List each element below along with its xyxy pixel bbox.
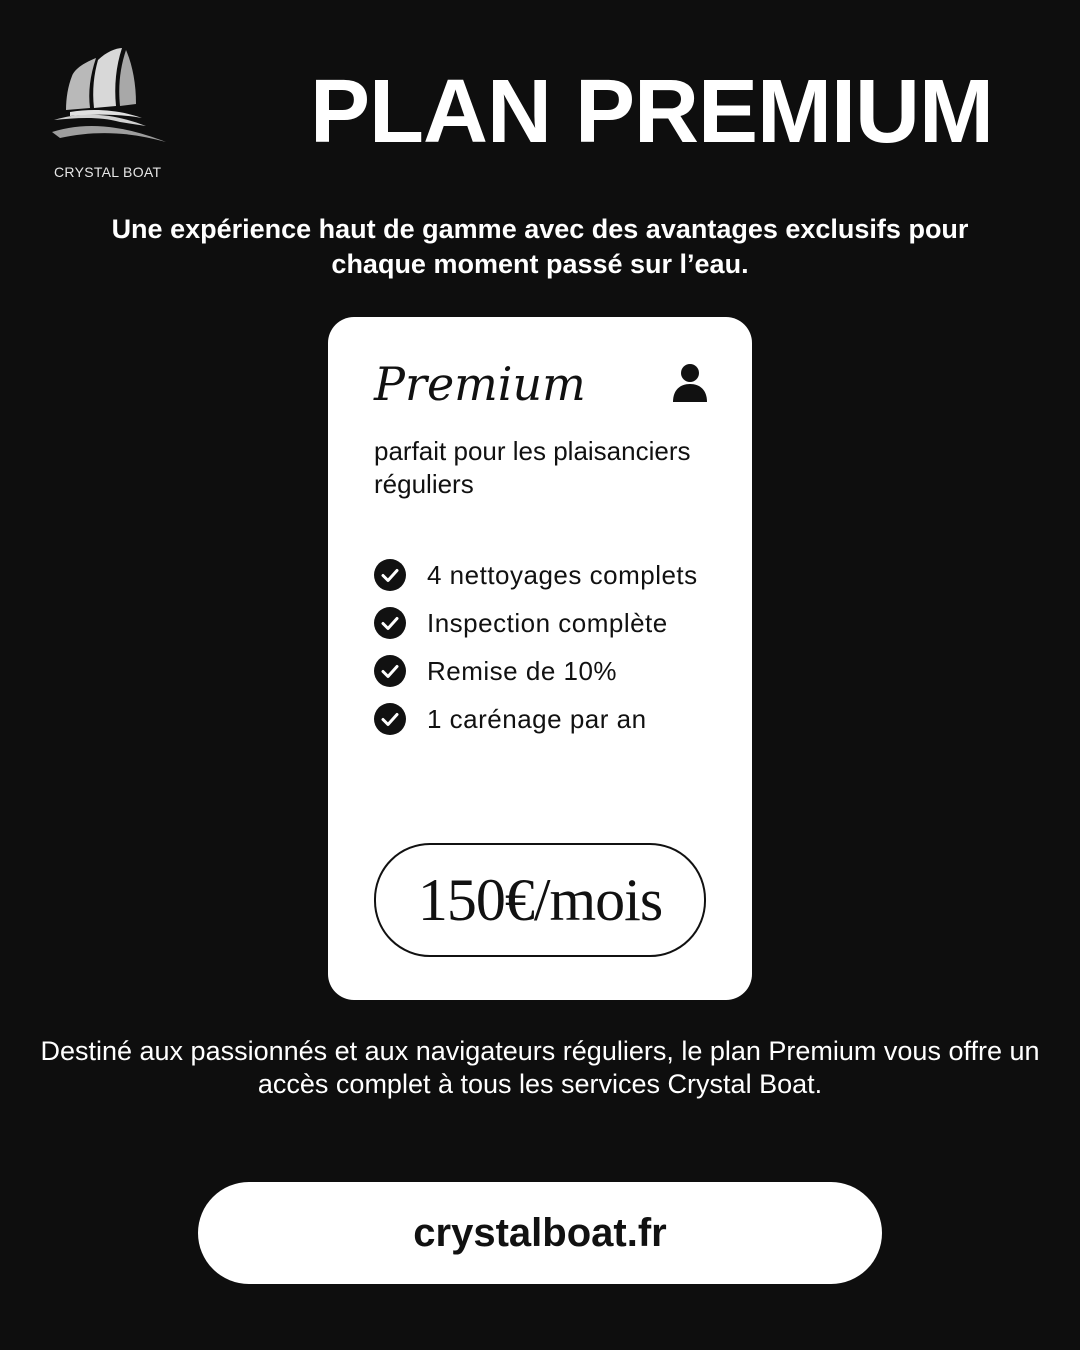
pricing-card [328,317,752,1000]
brand-logo [48,46,170,186]
plan-name: Premium [374,357,586,411]
price-badge: 150€/mois [374,843,706,957]
page-title: PLAN PREMIUM [310,62,993,162]
page-subtitle: Une expérience haut de gamme avec des avantages exclusifs pour chaque moment passé sur l’eau. [111,214,969,279]
feature-label: Remise de 10% [427,655,618,686]
feature-label: 1 carénage par an [427,703,647,734]
feature-item [374,647,698,695]
user-icon [672,363,708,403]
feature-label: 4 nettoyages complets [427,559,698,590]
feature-item [374,599,698,647]
feature-item [374,551,698,599]
feature-label: Inspection complète [427,607,668,638]
plan-summary: Destiné aux passionnés et aux navigateurs réguliers, le plan Premium vous offre un accès complet à tous les services Crystal Boat. [40,1036,1040,1099]
check-circle-icon [374,559,406,591]
feature-item [374,695,698,743]
brand-name: CRYSTAL BOAT [54,164,162,180]
plan-description: parfait pour les plaisanciers réguliers [374,436,691,499]
sailboat-logo-icon [50,46,168,146]
check-circle-icon [374,703,406,735]
check-circle-icon [374,607,406,639]
check-circle-icon [374,655,406,687]
feature-list [374,551,698,743]
website-link-button[interactable]: crystalboat.fr [198,1182,882,1284]
